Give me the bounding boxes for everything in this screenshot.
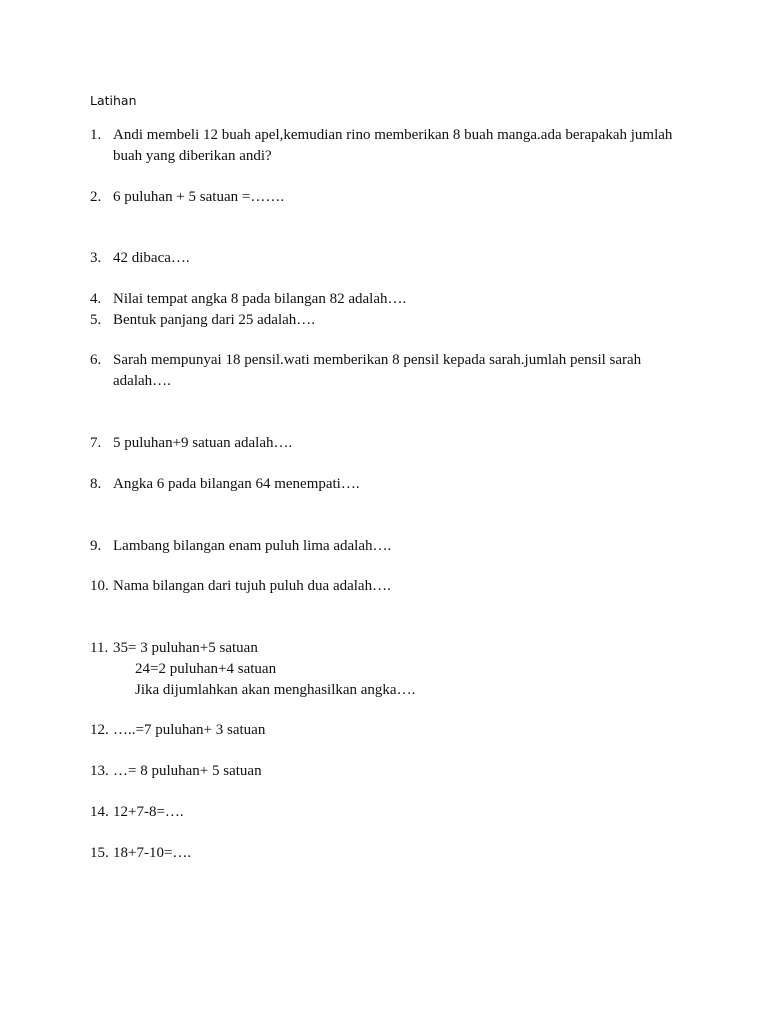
- question-15: [90, 843, 690, 864]
- question-text: 6 puluhan + 5 satuan =…….: [113, 189, 285, 205]
- question-text: Nilai tempat angka 8 pada bilangan 82 adalah….: [113, 291, 407, 307]
- question-number: 12.: [90, 722, 109, 738]
- question-text: adalah….: [113, 373, 171, 389]
- question-11: [90, 638, 690, 701]
- question-number: 7.: [90, 435, 102, 451]
- worksheet-title: Latihan: [90, 93, 137, 108]
- question-text: Sarah mempunyai 18 pensil.wati memberikan 8 pensil kepada sarah.jumlah pensil sarah: [113, 352, 642, 368]
- question-13: [90, 761, 690, 782]
- question-text: Bentuk panjang dari 25 adalah….: [113, 312, 316, 328]
- question-text: 18+7-10=….: [113, 845, 192, 861]
- question-9: [90, 536, 690, 557]
- question-text: Nama bilangan dari tujuh puluh dua adalah….: [113, 578, 391, 594]
- question-8: [90, 474, 690, 495]
- question-7: [90, 433, 690, 454]
- question-number: 5.: [90, 312, 102, 328]
- question-number: 10.: [90, 578, 109, 594]
- question-text: Andi membeli 12 buah apel,kemudian rino memberikan 8 buah manga.ada berapakah jumlah: [113, 127, 673, 143]
- question-text: …..=7 puluhan+ 3 satuan: [113, 722, 266, 738]
- question-1: [90, 125, 690, 167]
- question-text: Lambang bilangan enam puluh lima adalah….: [113, 538, 392, 554]
- question-12: [90, 720, 690, 741]
- question-text: 12+7-8=….: [113, 804, 184, 820]
- question-number: 4.: [90, 291, 102, 307]
- question-2: [90, 187, 690, 208]
- question-number: 8.: [90, 476, 102, 492]
- question-number: 2.: [90, 189, 102, 205]
- question-5: [90, 310, 690, 331]
- question-6: [90, 350, 690, 392]
- question-number: 3.: [90, 250, 102, 266]
- question-text: 42 dibaca….: [113, 250, 190, 266]
- question-number: 9.: [90, 538, 102, 554]
- question-14: [90, 802, 690, 823]
- question-number: 13.: [90, 763, 109, 779]
- question-text: Angka 6 pada bilangan 64 menempati….: [113, 476, 360, 492]
- question-sub-text: 24=2 puluhan+4 satuan: [135, 661, 277, 677]
- question-text: 5 puluhan+9 satuan adalah….: [113, 435, 293, 451]
- question-text: 35= 3 puluhan+5 satuan: [113, 640, 258, 656]
- question-number: 14.: [90, 804, 109, 820]
- question-number: 1.: [90, 127, 102, 143]
- question-4: [90, 289, 690, 310]
- question-number: 11.: [90, 640, 109, 656]
- question-sub-text: Jika dijumlahkan akan menghasilkan angka….: [135, 682, 416, 698]
- question-number: 15.: [90, 845, 109, 861]
- question-text: …= 8 puluhan+ 5 satuan: [113, 763, 262, 779]
- question-number: 6.: [90, 352, 102, 368]
- question-text: buah yang diberikan andi?: [113, 148, 272, 164]
- question-10: [90, 576, 690, 597]
- question-3: [90, 248, 690, 269]
